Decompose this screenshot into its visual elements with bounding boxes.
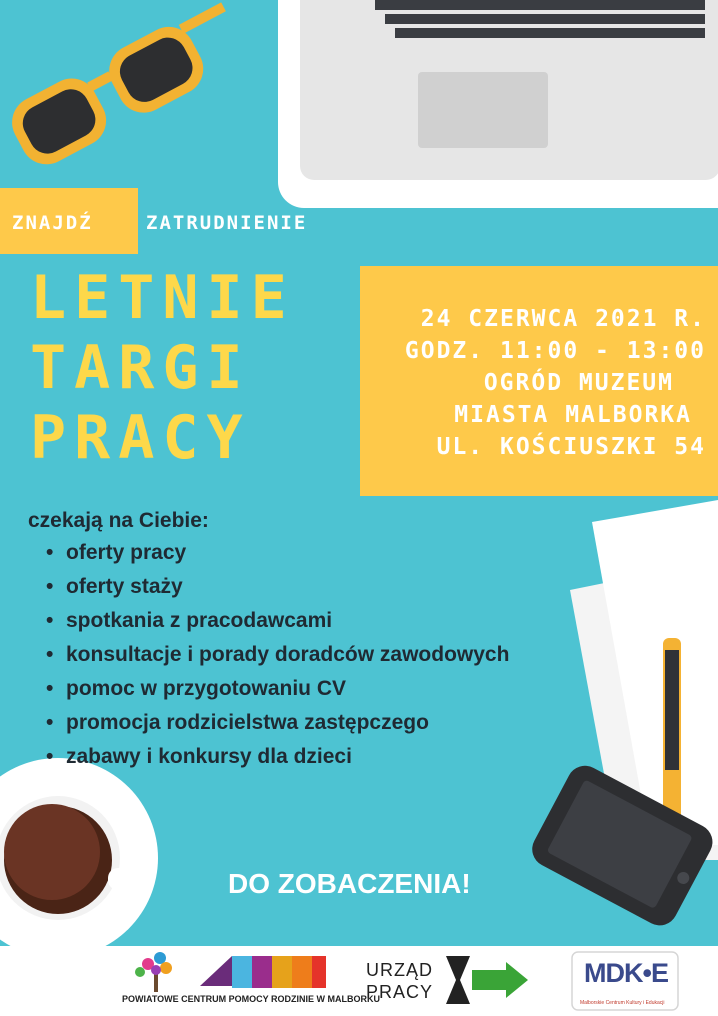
bullet-icon: • — [46, 609, 54, 632]
event-info-box — [360, 266, 718, 496]
list-item — [46, 642, 509, 676]
list-item — [46, 608, 509, 642]
bullet-icon: • — [46, 643, 54, 666]
bullet-icon: • — [46, 575, 54, 598]
pcpr-tree-icon — [135, 952, 172, 992]
pcpr-caption: POWIATOWE CENTRUM POMOCY RODZINIE W MALBORKU — [122, 994, 380, 1004]
tag-right-text: ZATRUDNIENIE — [146, 212, 308, 234]
list-item — [46, 574, 509, 608]
title-line-3: PRACY — [30, 403, 251, 473]
pcpr-color-blocks — [200, 956, 326, 988]
list-item — [46, 676, 509, 710]
coffee-cup-illustration — [0, 758, 158, 958]
mdke-logo-text: MDK•E — [584, 958, 668, 988]
bullet-icon: • — [46, 677, 54, 700]
event-address: UL. KOŚCIUSZKI 54 — [436, 434, 706, 460]
farewell-text: DO ZOBACZENIA! — [228, 868, 471, 899]
list-item-text: oferty pracy — [66, 541, 187, 564]
list-item-text: spotkania z pracodawcami — [66, 609, 333, 632]
list-item — [46, 540, 509, 574]
title-line-1: LETNIE — [30, 263, 295, 333]
list-item-text: zabawy i konkursy dla dzieci — [66, 745, 352, 768]
sunglasses-illustration — [3, 0, 251, 173]
list-item-text: oferty staży — [66, 575, 183, 598]
footer-logos — [0, 946, 718, 1016]
mdke-logo-subtitle: Malborskie Centrum Kultury i Edukacji — [580, 1000, 665, 1006]
offer-list — [46, 540, 509, 778]
bullet-icon: • — [46, 711, 54, 734]
title-line-2: TARGI — [30, 333, 251, 403]
bullet-icon: • — [46, 541, 54, 564]
list-item-text: pomoc w przygotowaniu CV — [66, 677, 347, 700]
list-item-text: konsultacje i porady doradców zawodowych — [66, 643, 510, 666]
list-item — [46, 710, 509, 744]
event-time: GODZ. 11:00 - 13:00 — [404, 338, 706, 364]
list-item — [46, 744, 509, 778]
urzad-pracy-line-2: PRACY — [366, 982, 434, 1002]
event-date: 24 CZERWCA 2021 R. — [420, 306, 706, 332]
event-place-line-1: OGRÓD MUZEUM — [483, 370, 674, 396]
bullet-icon: • — [46, 745, 54, 768]
list-item-text: promocja rodzicielstwa zastępczego — [66, 711, 429, 734]
urzad-pracy-line-1: URZĄD — [366, 960, 433, 980]
event-place-line-2: MIASTA MALBORKA — [454, 402, 692, 428]
laptop-illustration — [278, 0, 718, 208]
tag-left-text: ZNAJDŹ — [12, 212, 93, 234]
offer-intro: czekają na Ciebie: — [28, 509, 209, 532]
urzad-pracy-arrow-icon — [446, 956, 528, 1004]
